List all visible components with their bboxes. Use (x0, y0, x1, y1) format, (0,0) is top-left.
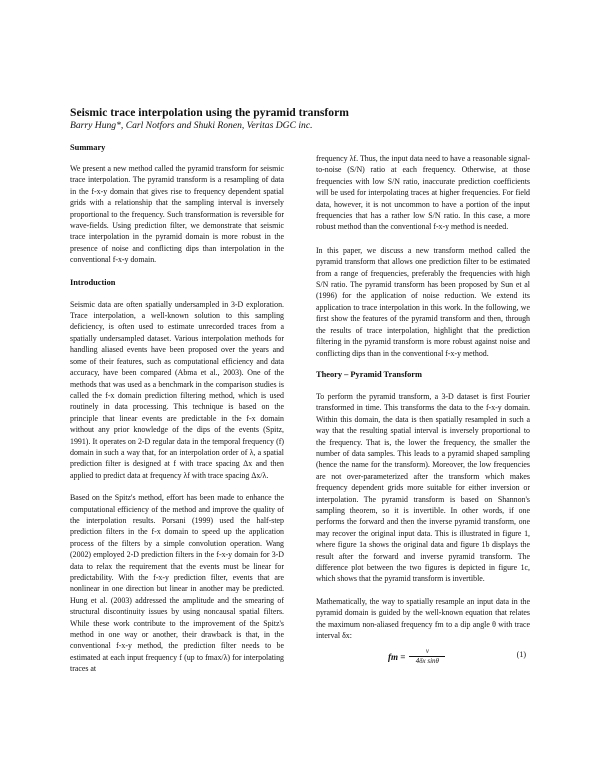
introduction-paragraph-1: Seismic data are often spatially undersampled in 3-D exploration. Trace interpolation, a well-known solution to this sampling deficiency, is often used to estimate unrecorded traces from a spatially undersampled dataset. Various interpolation methods for handling aliased events have been proposed over the years and some of their features, such as computational efficiency and data accuracy, have been compared (Abma et al., 2003). One of the methods that was used as a benchmark in the comparison studies is called the f-x domain prediction filtering method, which is used routinely in data processing. This technique is based on the principle that linear events are predictable in the f-x domain without any prior knowledge of the dips of the events (Spitz, 1991). It operates on 2-D regular data in the temporal frequency (f) domain in such a way that, for an interpolation order of λ, a spatial prediction filter is designed at f with trace spacing Δx and then applied to predict data at frequency λf with trace spacing Δx/λ. (70, 299, 284, 480)
overview-paragraph: In this paper, we discuss a new transform method called the pyramid transform that allows one prediction filter to be estimated from a range of frequencies, preferably the frequencies with high S/N ratio. The pyramid transform has been proposed by Sun et al (1996) for the application of noise reduction. We extend its application to trace interpolation in this work. In the following, we first show the features of the pyramid transform and then, through the results of trace interpolation, highlight that the prediction filtering in the pyramid transform is more robust against noise and conflicting dips than in the conventional f-x-y method. (316, 245, 530, 358)
theory-heading: Theory – Pyramid Transform (316, 369, 422, 379)
right-column (316, 153, 530, 671)
equation-fraction (409, 647, 445, 666)
theory-paragraph-2: Mathematically, the way to spatially resample an input data in the pyramid domain is guided by the well-known equation that relates the maximum non-aliased frequency fm to a dip angle θ with trace interval δx: (316, 596, 530, 641)
theory-paragraph-1: To perform the pyramid transform, a 3-D dataset is first Fourier transformed in time. This transforms the data to the f-x-y domain. Within this domain, the data is then spatially resampled in such a way that the resulting spatial interval is inversely proportional to the frequency. That is, the lower the frequency, the smaller the number of data samples. This leads to a pyramid shaped sampling (hence the name for the transform). Moreover, the low frequencies are not over-parameterized after the transform which makes frequency dependent grids more suitable for either inversion or interpolation. The pyramid transform is based on Shannon's sampling theorem, so it is invertible. In other words, if one performs the forward and then the inverse pyramid transform, one may recover the original input data. This is illustrated in figure 1, where figure 1a shows the original data and figure 1b displays the result after the forward and inverse pyramid transform. The difference plot between the two figures is depicted in figure 1c, which shows that the pyramid transform is invertible. (316, 391, 530, 584)
summary-paragraph: We present a new method called the pyramid transform for seismic trace interpolation. The pyramid transform is a resampling of data in the f-x-y domain that gives rise to frequency dependent spatial grids with a relationship that the sampling interval is inversely proportional to the frequency. Such transformation is reversible for wave-fields. Using prediction filter, we demonstrate that seismic trace interpolation in the pyramid domain is more robust in the presence of noise and conflicting dips than interpolation in the conventional f-x-y domain. (70, 164, 284, 265)
equation-numerator: v (425, 647, 429, 656)
equation-lhs: fm = (388, 651, 406, 662)
equation-body (388, 647, 445, 666)
equation-number: (1) (516, 650, 526, 660)
summary-heading: Summary (70, 143, 106, 152)
introduction-paragraph-2: Based on the Spitz's method, effort has been made to enhance the computational efficiency of the method and improve the quality of the interpolation results. Porsani (1999) used the half-step prediction filters in the f-x domain to speed up the application process of the filters by a simple convolution operation. Wang (2002) employed 2-D prediction filters in the f-x-y domain for 3-D data to relax the requirement that the events must be linear for predictability. With the f-x-y prediction filter, events that are nonlinear in one direction but linear in another may be predicted. Hung et al. (2003) addressed the amplitude and the smearing of structural discontinuity issues by using noncausal spatial filters. While these work contribute to the improvement of the Spitz's method in one way or another, their drawback is that, in the conventional f-x-y method, the prediction filter needs to be estimated at each input frequency f (up to fmax/λ) for interpolating traces at (70, 493, 284, 674)
paper-authors: Barry Hung*, Carl Notfors and Shuki Ronen, Veritas DGC inc. (70, 120, 313, 131)
continued-paragraph: frequency λf. Thus, the input data need to have a reasonable signal-to-noise (S/N) ratio at each frequency. Otherwise, at those frequencies with low S/N ratio, inaccurate prediction coefficients will be used for interpolating traces at higher frequencies. For field data, however, it is not uncommon to have a portion of the input frequencies that has a rather low S/N ratio. In this case, a more robust method than the conventional f-x-y method is needed. (316, 154, 530, 232)
equation-denominator: 4δx sinθ (415, 657, 439, 666)
equation-1 (316, 645, 530, 671)
introduction-heading: Introduction (70, 277, 116, 287)
paper-title: Seismic trace interpolation using the pyramid transform (70, 106, 349, 119)
left-column (70, 138, 284, 675)
